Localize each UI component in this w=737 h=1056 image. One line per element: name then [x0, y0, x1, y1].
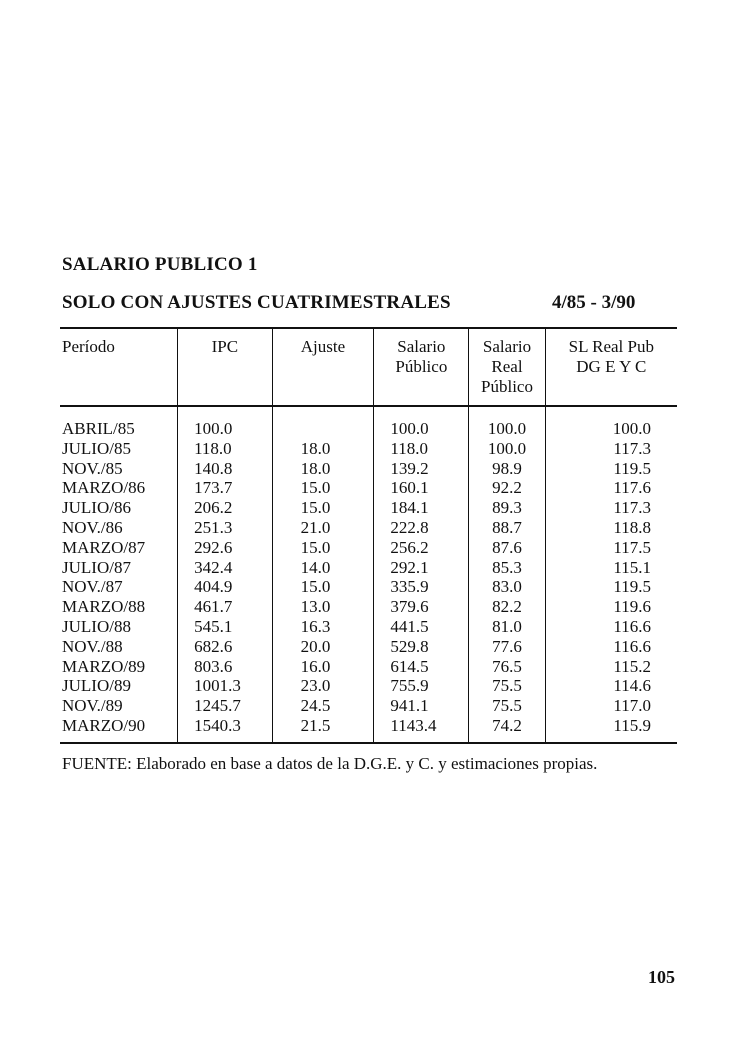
column-header-line: Público	[395, 357, 448, 376]
table-cell	[272, 406, 374, 439]
column-header-line: Salario	[482, 337, 532, 356]
table-cell: 82.2	[469, 597, 545, 617]
table-cell: 755.9	[374, 676, 469, 696]
column-header	[60, 328, 178, 406]
table-cell: 15.0	[272, 498, 374, 518]
table-row	[60, 657, 677, 677]
table-cell: 545.1	[178, 617, 273, 637]
table-cell: 23.0	[272, 676, 374, 696]
column-header	[545, 328, 677, 406]
table-cell: 256.2	[374, 538, 469, 558]
table-cell: 160.1	[374, 478, 469, 498]
table-cell: 75.5	[469, 696, 545, 716]
table-cell: 81.0	[469, 617, 545, 637]
table-cell: 100.0	[374, 406, 469, 439]
table-cell: 100.0	[469, 439, 545, 459]
table-row	[60, 597, 677, 617]
table-cell: 88.7	[469, 518, 545, 538]
table-cell: 1001.3	[178, 676, 273, 696]
table-row	[60, 406, 677, 439]
table-cell: 117.3	[545, 498, 677, 518]
salary-table-container	[60, 327, 677, 744]
table-cell: 222.8	[374, 518, 469, 538]
table-row	[60, 538, 677, 558]
salary-table	[60, 327, 677, 744]
table-cell: 118.8	[545, 518, 677, 538]
table-cell: 116.6	[545, 637, 677, 657]
table-cell: 614.5	[374, 657, 469, 677]
table-cell: 16.3	[272, 617, 374, 637]
table-cell: 1143.4	[374, 716, 469, 743]
table-cell: JULIO/88	[62, 616, 131, 636]
column-header-line: IPC	[211, 337, 239, 356]
table-cell: 119.5	[545, 459, 677, 479]
table-row	[60, 459, 677, 479]
column-header-line: Salario	[397, 337, 446, 356]
table-cell: 21.0	[272, 518, 374, 538]
table-cell: 117.5	[545, 538, 677, 558]
table-cell: 118.0	[178, 439, 273, 459]
table-cell: 87.6	[469, 538, 545, 558]
table-cell: 292.6	[178, 538, 273, 558]
table-cell: JULIO/87	[62, 557, 131, 577]
table-row	[60, 498, 677, 518]
table-cell: JULIO/86	[62, 498, 131, 518]
table-cell: NOV./89	[62, 696, 123, 716]
table-cell: MARZO/90	[60, 716, 178, 743]
table-cell: 115.2	[545, 657, 677, 677]
table-cell: 803.6	[178, 657, 273, 677]
table-cell: 173.7	[178, 478, 273, 498]
table-cell: NOV./87	[62, 577, 123, 597]
table-cell: 1540.3	[178, 716, 273, 743]
table-cell: 18.0	[272, 459, 374, 479]
table-cell: NOV./86	[62, 517, 123, 537]
column-header-line: DG E Y C	[576, 357, 647, 376]
table-cell: 74.2	[469, 716, 545, 743]
table-cell: NOV./85	[62, 458, 123, 478]
table-cell: ABRIL/85	[62, 419, 135, 438]
table-cell: 115.9	[545, 716, 677, 743]
column-header-line: SL Real Pub	[568, 337, 654, 356]
table-cell: 118.0	[374, 439, 469, 459]
table-cell: 342.4	[178, 558, 273, 578]
table-cell: NOV./88	[62, 636, 123, 656]
table-cell: 100.0	[178, 406, 273, 439]
table-cell: 117.6	[545, 478, 677, 498]
table-cell: 404.9	[178, 577, 273, 597]
table-header	[60, 328, 677, 406]
source-note: FUENTE: Elaborado en base a datos de la D.G.E. y C. y estimaciones propias.	[62, 754, 598, 773]
table-cell: 117.3	[545, 439, 677, 459]
table-row	[60, 478, 677, 498]
page-subtitle: SOLO CON AJUSTES CUATRIMESTRALES	[62, 292, 451, 313]
table-row	[60, 617, 677, 637]
table-cell: 1245.7	[178, 696, 273, 716]
column-header-line: Período	[62, 337, 115, 356]
table-cell: JULIO/85	[62, 438, 131, 458]
table-cell: 83.0	[469, 577, 545, 597]
table-cell: 115.1	[545, 558, 677, 578]
column-header	[374, 328, 469, 406]
table-cell: 20.0	[272, 637, 374, 657]
table-cell: 206.2	[178, 498, 273, 518]
table-row	[60, 577, 677, 597]
table-cell: 89.3	[469, 498, 545, 518]
table-cell: 461.7	[178, 597, 273, 617]
column-header	[272, 328, 374, 406]
column-header	[469, 328, 545, 406]
table-cell: MARZO/86	[62, 478, 146, 498]
table-cell: 335.9	[374, 577, 469, 597]
table-row	[60, 637, 677, 657]
table-row	[60, 439, 677, 459]
table-cell: 77.6	[469, 637, 545, 657]
table-row	[60, 696, 677, 716]
table-cell: 18.0	[272, 439, 374, 459]
table-row	[60, 716, 677, 743]
table-cell: 139.2	[374, 459, 469, 479]
table-cell: 16.0	[272, 657, 374, 677]
table-cell: 75.5	[469, 676, 545, 696]
table-cell: JULIO/89	[62, 676, 131, 696]
table-row	[60, 558, 677, 578]
table-row	[60, 518, 677, 538]
column-header	[178, 328, 273, 406]
page-number: 105	[648, 967, 675, 987]
table-cell: 114.6	[545, 676, 677, 696]
table-cell: 15.0	[272, 538, 374, 558]
table-cell: MARZO/88	[62, 597, 146, 617]
table-cell: 76.5	[469, 657, 545, 677]
table-cell: 529.8	[374, 637, 469, 657]
table-row	[60, 676, 677, 696]
table-cell: 941.1	[374, 696, 469, 716]
table-cell: 441.5	[374, 617, 469, 637]
date-range: 4/85 - 3/90	[552, 292, 636, 313]
table-cell: 682.6	[178, 637, 273, 657]
table-cell: 379.6	[374, 597, 469, 617]
table-cell: 15.0	[272, 577, 374, 597]
table-cell: 116.6	[545, 617, 677, 637]
table-cell: MARZO/87	[62, 537, 146, 557]
table-cell: 98.9	[469, 459, 545, 479]
table-cell: 100.0	[545, 406, 677, 439]
table-header-row	[60, 328, 677, 406]
table-cell: 13.0	[272, 597, 374, 617]
table-cell: 15.0	[272, 478, 374, 498]
table-cell: 24.5	[272, 696, 374, 716]
table-cell: 119.6	[545, 597, 677, 617]
table-cell: 251.3	[178, 518, 273, 538]
column-header-line: Ajuste	[300, 337, 346, 356]
column-header-line: Público	[481, 377, 533, 396]
table-body	[60, 406, 677, 743]
column-header-line: Real	[491, 357, 523, 376]
table-cell: 117.0	[545, 696, 677, 716]
page-title: SALARIO PUBLICO 1	[62, 254, 258, 275]
table-cell: 100.0	[469, 406, 545, 439]
table-cell: 85.3	[469, 558, 545, 578]
table-cell: 92.2	[469, 478, 545, 498]
table-cell: 119.5	[545, 577, 677, 597]
table-cell: 184.1	[374, 498, 469, 518]
table-cell: MARZO/89	[62, 656, 146, 676]
table-cell: 14.0	[272, 558, 374, 578]
table-cell: 292.1	[374, 558, 469, 578]
table-cell: 21.5	[272, 716, 374, 743]
table-cell: 140.8	[178, 459, 273, 479]
